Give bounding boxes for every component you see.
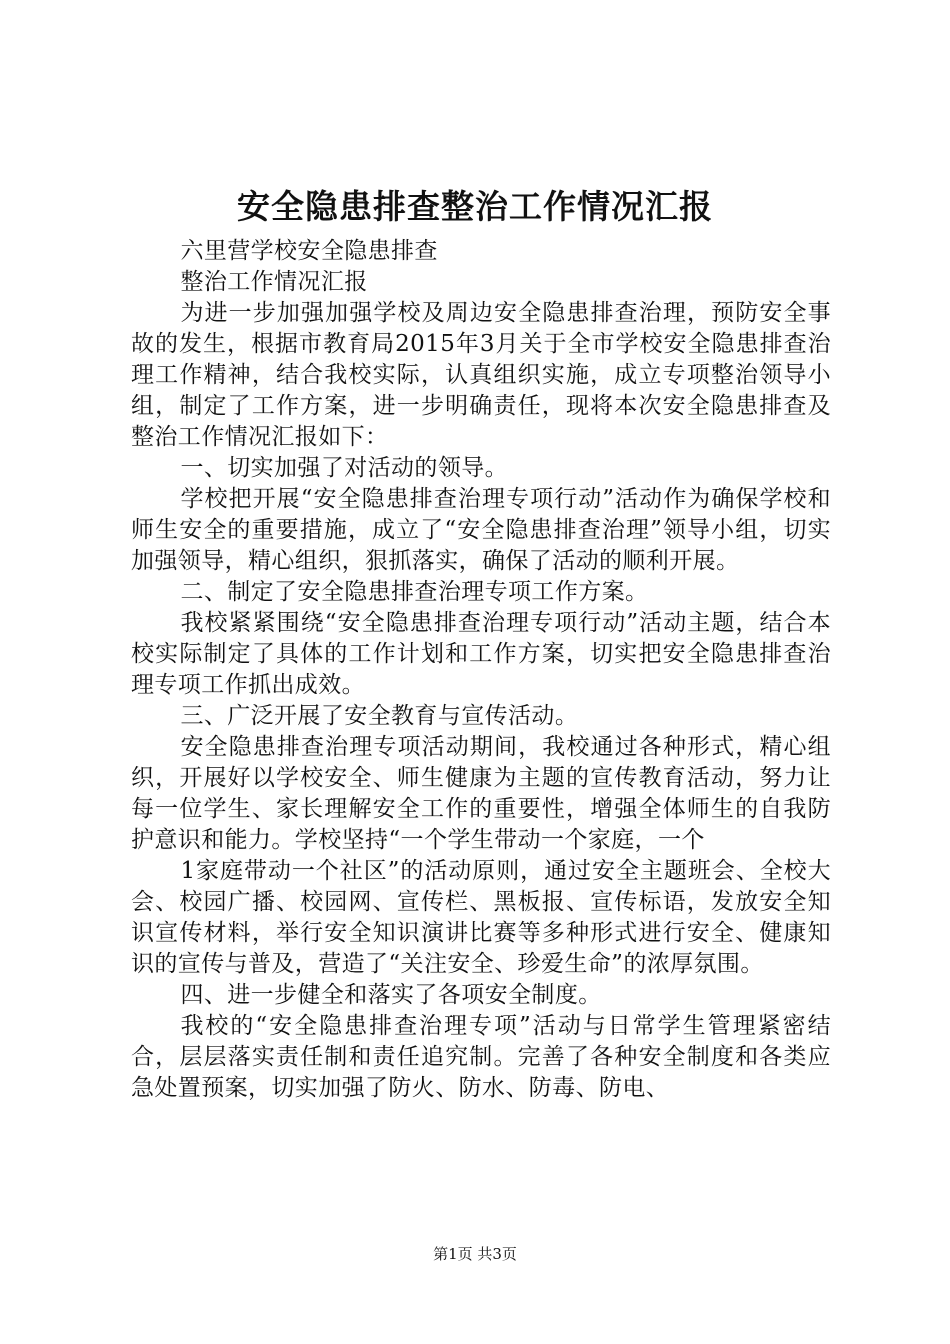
paragraph-section-2: 我校紧紧围绕“安全隐患排查治理专项行动”活动主题，结合本校实际制定了具体的工作计划和工作方案，切实把安全隐患排查治理专项工作抓出成效。 bbox=[131, 610, 831, 698]
document-body bbox=[131, 236, 831, 1104]
paragraph-subtitle-2: 整治工作情况汇报 bbox=[180, 269, 368, 295]
paragraph-section-3-cont: 1家庭带动一个社区”的活动原则，通过安全主题班会、全校大会、校园广播、校园网、宣传栏、黑板报、宣传标语，发放安全知识宣传材料，举行安全知识演讲比赛等多种形式进行安全、健康知识的宣传与普及，营造了“关注安全、珍爱生命”的浓厚氛围。 bbox=[131, 858, 831, 977]
paragraph-section-3: 安全隐患排查治理专项活动期间，我校通过各种形式，精心组织，开展好以学校安全、师生健康为主题的宣传教育活动，努力让每一位学生、家长理解安全工作的重要性，增强全体师生的自我防护意识和能力。学校坚持“一个学生带动一个家庭，一个 bbox=[131, 734, 831, 853]
section-heading-3: 三、广泛开展了安全教育与宣传活动。 bbox=[180, 703, 579, 729]
section-heading-1: 一、切实加强了对活动的领导。 bbox=[180, 455, 509, 481]
paragraph-subtitle-1: 六里营学校安全隐患排查 bbox=[180, 238, 438, 264]
section-heading-2: 二、制定了安全隐患排查治理专项工作方案。 bbox=[180, 579, 649, 605]
paragraph-section-1: 学校把开展“安全隐患排查治理专项行动”活动作为确保学校和师生安全的重要措施，成立了“安全隐患排查治理”领导小组，切实加强领导，精心组织，狠抓落实，确保了活动的顺利开展。 bbox=[131, 486, 831, 574]
paragraph-section-4: 我校的“安全隐患排查治理专项”活动与日常学生管理紧密结合，层层落实责任制和责任追究制。完善了各种安全制度和各类应急处置预案，切实加强了防火、防水、防毒、防电、 bbox=[131, 1013, 831, 1101]
document-title: 安全隐患排查整治工作情况汇报 bbox=[237, 187, 713, 226]
section-heading-4: 四、进一步健全和落实了各项安全制度。 bbox=[180, 982, 602, 1008]
paragraph-intro: 为进一步加强加强学校及周边安全隐患排查治理，预防安全事故的发生，根据市教育局2015年3月关于全市学校安全隐患排查治理工作精神，结合我校实际，认真组织实施，成立专项整治领导小组，制定了工作方案，进一步明确责任，现将本次安全隐患排查及整治工作情况汇报如下： bbox=[131, 300, 831, 450]
page-footer: 第1页 共3页 bbox=[433, 1245, 517, 1263]
